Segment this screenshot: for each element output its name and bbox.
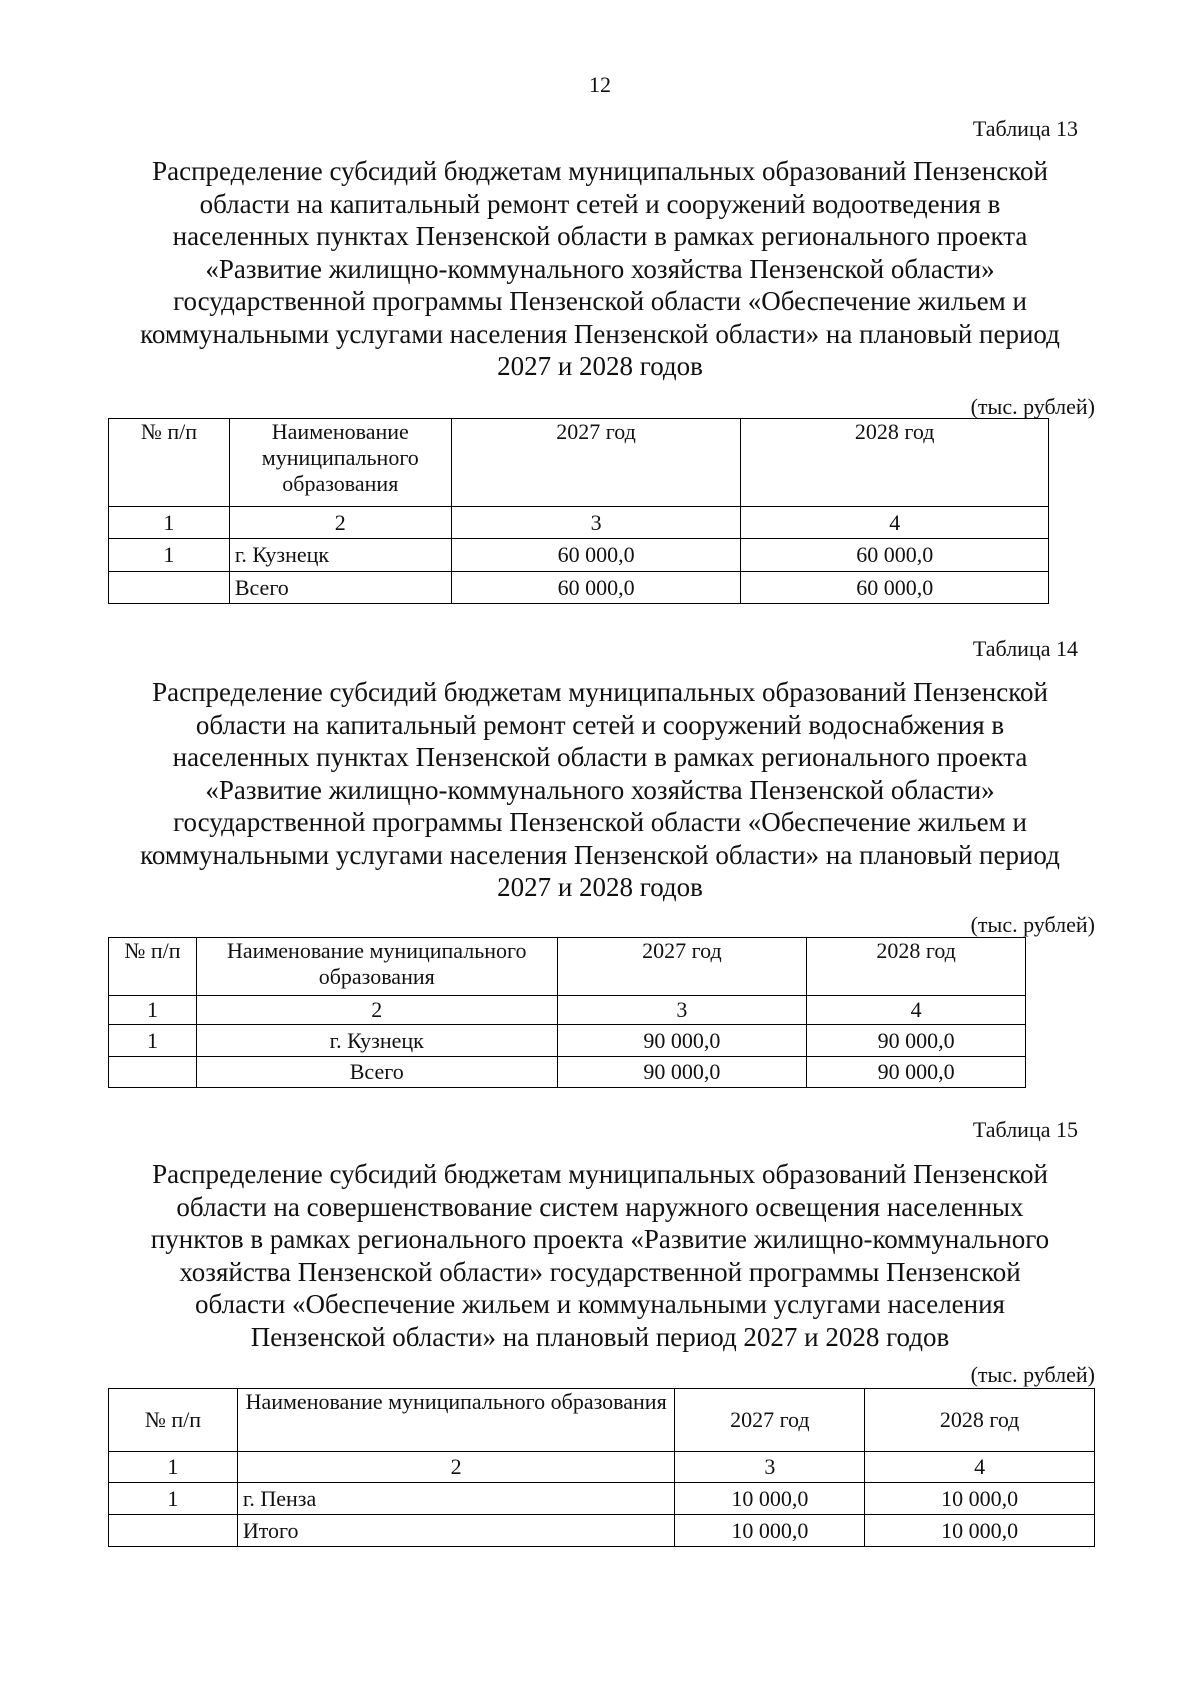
table-13-title (108, 155, 1092, 383)
row-name: Итого (237, 1515, 675, 1547)
row-name: г. Пенза (237, 1483, 675, 1515)
table-15-title (108, 1158, 1092, 1353)
table-header-row (109, 938, 1026, 996)
col-number: 2 (237, 1452, 675, 1483)
title-line: пунктов в рамках регионального проекта «Развитие жилищно-коммунального (150, 1224, 1050, 1254)
title-line: населенных пунктах Пензенской области в рамках регионального проекта (172, 221, 1028, 251)
header-2028: 2028 год (807, 938, 1026, 996)
title-line: коммунальными услугами населения Пензенской области» на плановый период (140, 839, 1060, 870)
table-14 (108, 937, 1026, 1088)
row-num (109, 572, 230, 604)
table-total-row (109, 1057, 1026, 1088)
table-13 (108, 418, 1049, 604)
row-num: 1 (109, 1483, 238, 1515)
header-num: № п/п (109, 419, 230, 507)
title-line: области на капитальный ремонт сетей и сооружений водоотведения в (199, 188, 1001, 219)
title-line: коммунальными услугами населения Пензенской области» на плановый период (140, 318, 1060, 349)
title-line: Пензенской области» на плановый период 2027 и 2028 годов (250, 1321, 950, 1352)
table-15-units: (тыс. рублей) (970, 1362, 1095, 1387)
header-num: № п/п (109, 1389, 238, 1452)
row-name: г. Кузнецк (196, 1025, 557, 1057)
table-13-label: Таблица 13 (972, 116, 1078, 141)
title-line: 2027 и 2028 годов (497, 351, 703, 381)
header-2027: 2027 год (451, 419, 741, 507)
col-number: 3 (557, 996, 807, 1025)
col-number: 2 (229, 507, 451, 539)
header-2028: 2028 год (865, 1389, 1095, 1452)
title-line: хозяйства Пензенской области» государственной программы Пензенской (179, 1256, 1021, 1287)
col-number: 3 (675, 1452, 865, 1483)
col-number: 1 (109, 996, 197, 1025)
title-line: области «Обеспечение жильем и коммунальными услугами населения (195, 1289, 1005, 1319)
column-number-row (109, 507, 1049, 539)
title-line: области на совершенствование систем наружного освещения населенных (176, 1191, 1024, 1222)
row-2027: 90 000,0 (557, 1057, 807, 1088)
row-num: 1 (109, 1025, 197, 1057)
title-line: государственной программы Пензенской области «Обеспечение жильем и (173, 286, 1027, 316)
title-line: области на капитальный ремонт сетей и сооружений водоснабжения в (195, 709, 1005, 740)
row-2028: 60 000,0 (741, 539, 1049, 572)
col-number: 1 (109, 507, 230, 539)
table-14-title (108, 676, 1092, 904)
row-name: г. Кузнецк (229, 539, 451, 572)
page-number: 12 (589, 72, 611, 97)
row-2028: 90 000,0 (807, 1057, 1026, 1088)
title-line: Распределение субсидий бюджетам муниципальных образований Пензенской (152, 156, 1048, 186)
row-num: 1 (109, 539, 230, 572)
row-2027: 10 000,0 (675, 1483, 865, 1515)
title-line: «Развитие жилищно-коммунального хозяйства Пензенской области» (205, 253, 995, 284)
table-row (109, 1483, 1095, 1515)
table-14-label: Таблица 14 (972, 636, 1078, 661)
col-number: 1 (109, 1452, 238, 1483)
row-2027: 60 000,0 (451, 539, 741, 572)
col-number: 3 (451, 507, 741, 539)
col-number: 4 (807, 996, 1026, 1025)
table-total-row (109, 1515, 1095, 1547)
table-14-units: (тыс. рублей) (970, 912, 1095, 937)
row-2027: 60 000,0 (451, 572, 741, 604)
table-15 (108, 1388, 1095, 1547)
col-number: 4 (865, 1452, 1095, 1483)
column-number-row (109, 1452, 1095, 1483)
title-line: 2027 и 2028 годов (497, 872, 703, 902)
title-line: «Развитие жилищно-коммунального хозяйства Пензенской области» (205, 774, 995, 805)
row-2028: 90 000,0 (807, 1025, 1026, 1057)
title-line: населенных пунктах Пензенской области в рамках регионального проекта (172, 742, 1028, 772)
column-number-row (109, 996, 1026, 1025)
header-name: Наименование муниципального образования (196, 938, 557, 996)
table-row (109, 539, 1049, 572)
row-2028: 10 000,0 (865, 1483, 1095, 1515)
row-2027: 90 000,0 (557, 1025, 807, 1057)
row-name: Всего (196, 1057, 557, 1088)
title-line: государственной программы Пензенской области «Обеспечение жильем и (173, 807, 1027, 837)
header-name: Наименование муниципального образования (229, 419, 451, 507)
table-header-row (109, 1389, 1095, 1452)
title-line: Распределение субсидий бюджетам муниципальных образований Пензенской (152, 677, 1048, 707)
row-num (109, 1515, 238, 1547)
header-num: № п/п (109, 938, 197, 996)
table-total-row (109, 572, 1049, 604)
col-number: 4 (741, 507, 1049, 539)
title-line: Распределение субсидий бюджетам муниципальных образований Пензенской (152, 1159, 1048, 1189)
header-name: Наименование муниципального образования (237, 1389, 675, 1452)
table-header-row (109, 419, 1049, 507)
table-13-units: (тыс. рублей) (970, 394, 1095, 419)
col-number: 2 (196, 996, 557, 1025)
row-2028: 60 000,0 (741, 572, 1049, 604)
row-name: Всего (229, 572, 451, 604)
table-row (109, 1025, 1026, 1057)
header-2027: 2027 год (675, 1389, 865, 1452)
header-2027: 2027 год (557, 938, 807, 996)
row-num (109, 1057, 197, 1088)
table-15-label: Таблица 15 (972, 1117, 1078, 1142)
row-2027: 10 000,0 (675, 1515, 865, 1547)
header-2028: 2028 год (741, 419, 1049, 507)
row-2028: 10 000,0 (865, 1515, 1095, 1547)
